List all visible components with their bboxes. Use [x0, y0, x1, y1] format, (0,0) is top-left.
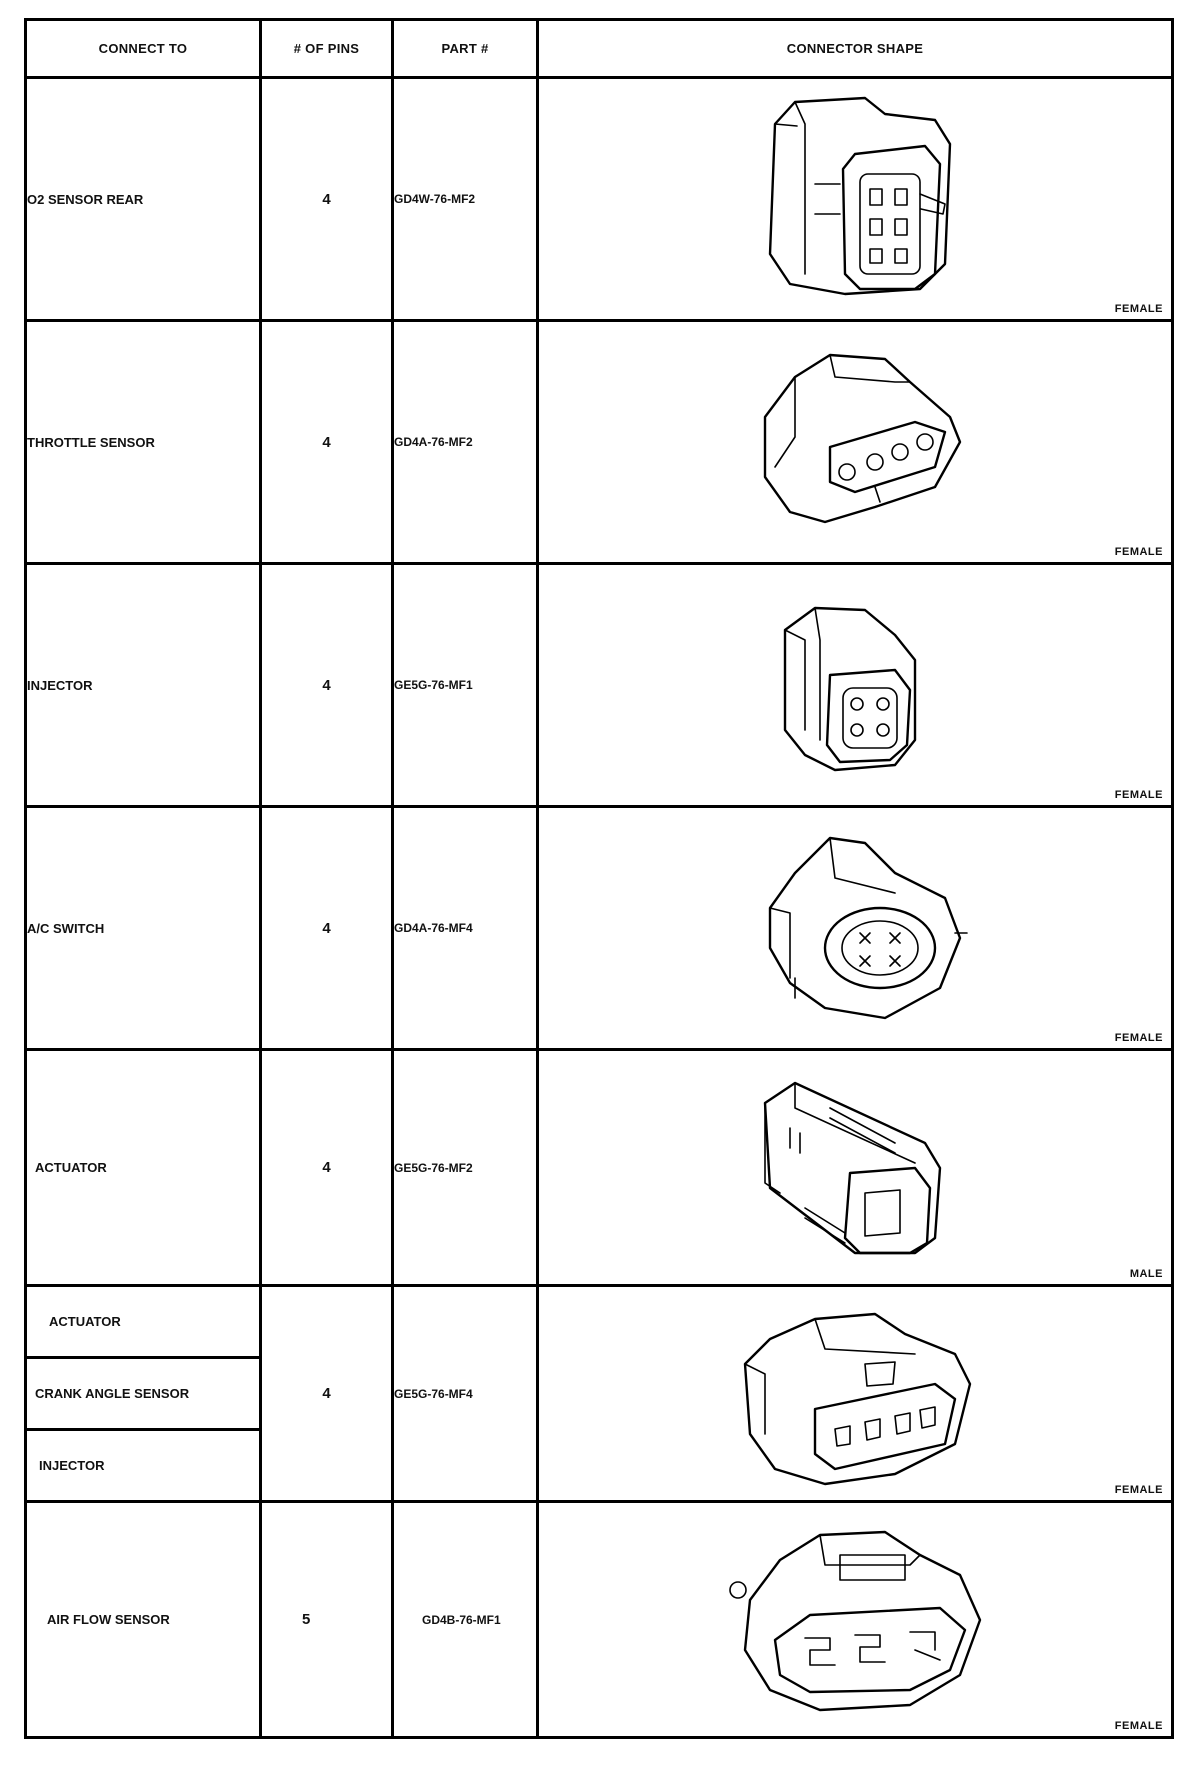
- gender-label: FEMALE: [1114, 303, 1163, 315]
- shape-cell: [538, 807, 1173, 1050]
- gender-label: FEMALE: [1114, 1032, 1163, 1044]
- header-row: [26, 20, 1173, 78]
- table-row: [26, 1050, 1173, 1286]
- connector-o2-sensor-icon: [735, 84, 975, 314]
- part-cell: GD4B-76-MF1: [393, 1502, 538, 1738]
- table-row: [26, 1286, 1173, 1358]
- connector-injector-icon: [745, 580, 965, 790]
- connect-to-cell: A/C SWITCH: [26, 807, 261, 1050]
- connect-to-cell: CRANK ANGLE SENSOR: [26, 1358, 261, 1430]
- pins-cell: 4: [261, 564, 393, 807]
- connect-to-cell: ACTUATOR: [26, 1286, 261, 1358]
- gender-label: MALE: [1129, 1268, 1163, 1280]
- gender-label: FEMALE: [1114, 1484, 1163, 1496]
- pins-cell: 5: [261, 1502, 393, 1738]
- part-cell: GD4A-76-MF4: [393, 807, 538, 1050]
- connector-crank-angle-icon: [715, 1294, 995, 1494]
- shape-cell: [538, 321, 1173, 564]
- shape-cell: [538, 1050, 1173, 1286]
- connector-table: [24, 18, 1174, 1739]
- header-connect-to: CONNECT TO: [26, 20, 261, 78]
- table-row: [26, 564, 1173, 807]
- pins-cell: 4: [261, 78, 393, 321]
- table-row: [26, 807, 1173, 1050]
- header-part: PART #: [393, 20, 538, 78]
- pins-cell: 4: [261, 807, 393, 1050]
- connect-to-cell: O2 SENSOR REAR: [26, 78, 261, 321]
- part-cell: GD4A-76-MF2: [393, 321, 538, 564]
- part-cell: GD4W-76-MF2: [393, 78, 538, 321]
- connector-air-flow-icon: [710, 1510, 1000, 1730]
- table-row: [26, 1502, 1173, 1738]
- gender-label: FEMALE: [1114, 789, 1163, 801]
- pins-cell: 4: [261, 1286, 393, 1502]
- connector-ac-switch-icon: [735, 818, 975, 1038]
- connect-to-cell: AIR FLOW SENSOR: [26, 1502, 261, 1738]
- connector-throttle-sensor-icon: [735, 337, 975, 547]
- gender-label: FEMALE: [1114, 1720, 1163, 1732]
- connect-to-cell: THROTTLE SENSOR: [26, 321, 261, 564]
- part-cell: GE5G-76-MF2: [393, 1050, 538, 1286]
- shape-cell: [538, 78, 1173, 321]
- header-pins: # OF PINS: [261, 20, 393, 78]
- pins-cell: 4: [261, 1050, 393, 1286]
- table-row: [26, 321, 1173, 564]
- gender-label: FEMALE: [1114, 546, 1163, 558]
- header-connector-shape: CONNECTOR SHAPE: [538, 20, 1173, 78]
- connect-to-cell: INJECTOR: [26, 1430, 261, 1502]
- connect-to-cell: ACTUATOR: [26, 1050, 261, 1286]
- shape-cell: [538, 1286, 1173, 1502]
- part-cell: GE5G-76-MF4: [393, 1286, 538, 1502]
- connector-actuator-icon: [735, 1068, 975, 1268]
- connect-to-cell: INJECTOR: [26, 564, 261, 807]
- part-cell: GE5G-76-MF1: [393, 564, 538, 807]
- table-row: [26, 78, 1173, 321]
- pins-cell: 4: [261, 321, 393, 564]
- shape-cell: [538, 564, 1173, 807]
- shape-cell: [538, 1502, 1173, 1738]
